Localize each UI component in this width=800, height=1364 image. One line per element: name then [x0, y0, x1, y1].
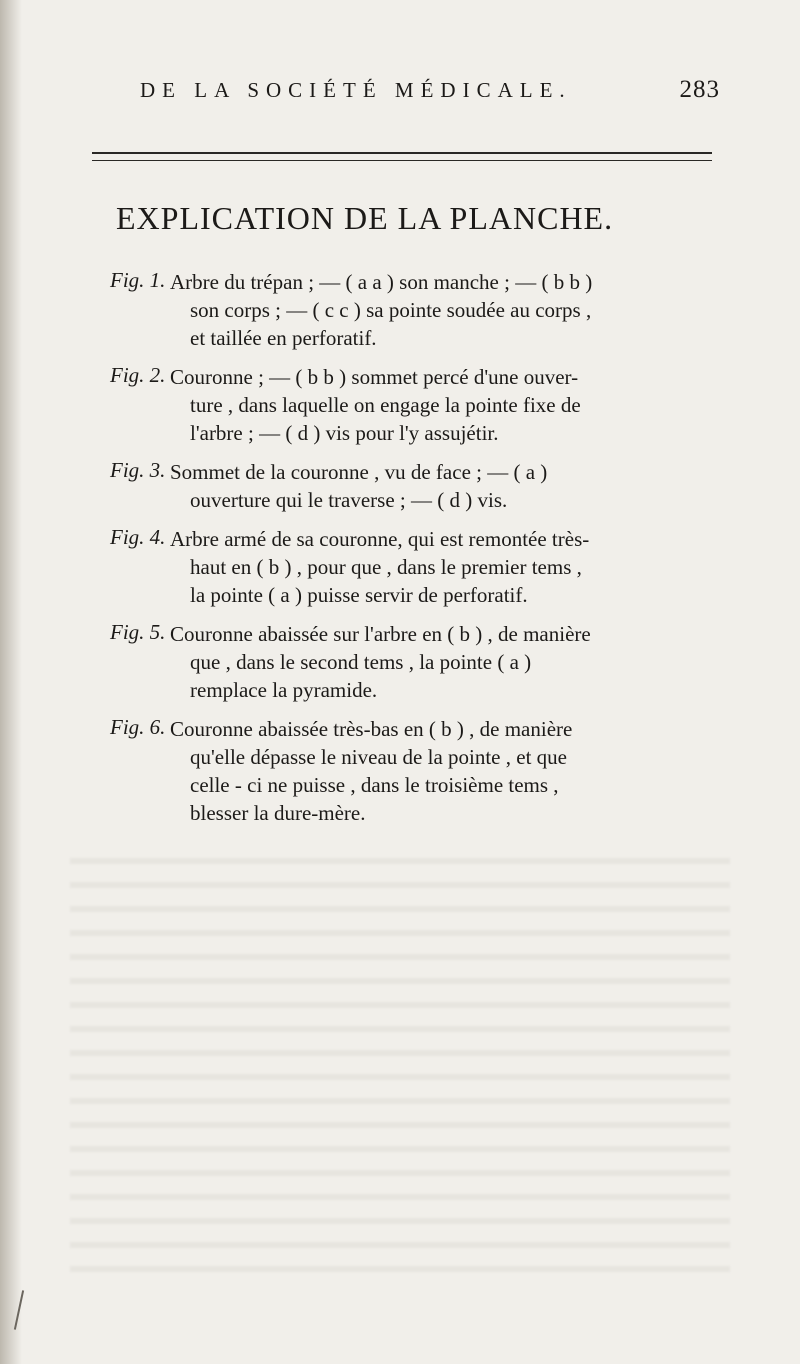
- figure-text-line: l'arbre ; — ( d ) vis pour l'y assujétir.: [190, 421, 499, 445]
- figure-text-line: remplace la pyramide.: [190, 678, 378, 702]
- figure-text-line: et taillée en perforatif.: [190, 326, 377, 350]
- figure-label: Fig. 5.: [110, 620, 166, 644]
- figure-entry: [110, 525, 730, 609]
- figure-text-line: qu'elle dépasse le niveau de la pointe , et que: [190, 745, 567, 769]
- figure-text-line: ture , dans laquelle on engage la pointe fixe de: [190, 393, 581, 417]
- figure-text-line: ouverture qui le traverse ; — ( d ) vis.: [190, 488, 508, 512]
- margin-mark: [14, 1290, 24, 1330]
- figure-entry: [110, 458, 730, 514]
- figure-label: Fig. 1.: [110, 268, 166, 292]
- figure-entry: [110, 620, 730, 704]
- figure-text-line: Couronne abaissée sur l'arbre en ( b ) , de manière: [170, 622, 591, 646]
- figure-text-line: Couronne ; — ( b b ) sommet percé d'une ouver-: [170, 365, 579, 389]
- page-header: [140, 76, 720, 104]
- figure-text-line: Sommet de la couronne , vu de face ; — ( a ): [170, 460, 548, 484]
- running-title: DE LA SOCIÉTÉ MÉDICALE.: [140, 78, 572, 102]
- figure-text-line: Arbre armé de sa couronne, qui est remontée très-: [170, 527, 590, 551]
- figure-text-line: que , dans le second tems , la pointe ( a ): [190, 650, 532, 674]
- section-title: EXPLICATION DE LA PLANCHE.: [116, 200, 614, 236]
- figure-label: Fig. 6.: [110, 715, 166, 739]
- figure-text-line: son corps ; — ( c c ) sa pointe soudée au corps ,: [190, 298, 592, 322]
- figure-entry: [110, 363, 730, 447]
- figure-text-line: haut en ( b ) , pour que , dans le premier tems ,: [190, 555, 582, 579]
- figure-text-line: Arbre du trépan ; — ( a a ) son manche ; — ( b b ): [170, 270, 593, 294]
- figure-list: [110, 268, 730, 838]
- header-rule-thick: [92, 152, 712, 154]
- figure-label: Fig. 4.: [110, 525, 166, 549]
- figure-label: Fig. 2.: [110, 363, 166, 387]
- figure-text-line: Couronne abaissée très-bas en ( b ) , de manière: [170, 717, 573, 741]
- figure-text-line: la pointe ( a ) puisse servir de perforatif.: [190, 583, 528, 607]
- figure-label: Fig. 3.: [110, 458, 166, 482]
- figure-text-line: celle - ci ne puisse , dans le troisième tems ,: [190, 773, 559, 797]
- figure-entry: [110, 715, 730, 827]
- header-rule-thin: [92, 160, 712, 161]
- page-number: 283: [679, 76, 720, 103]
- figure-entry: [110, 268, 730, 352]
- show-through-text: [70, 840, 730, 1280]
- figure-text-line: blesser la dure-mère.: [190, 801, 366, 825]
